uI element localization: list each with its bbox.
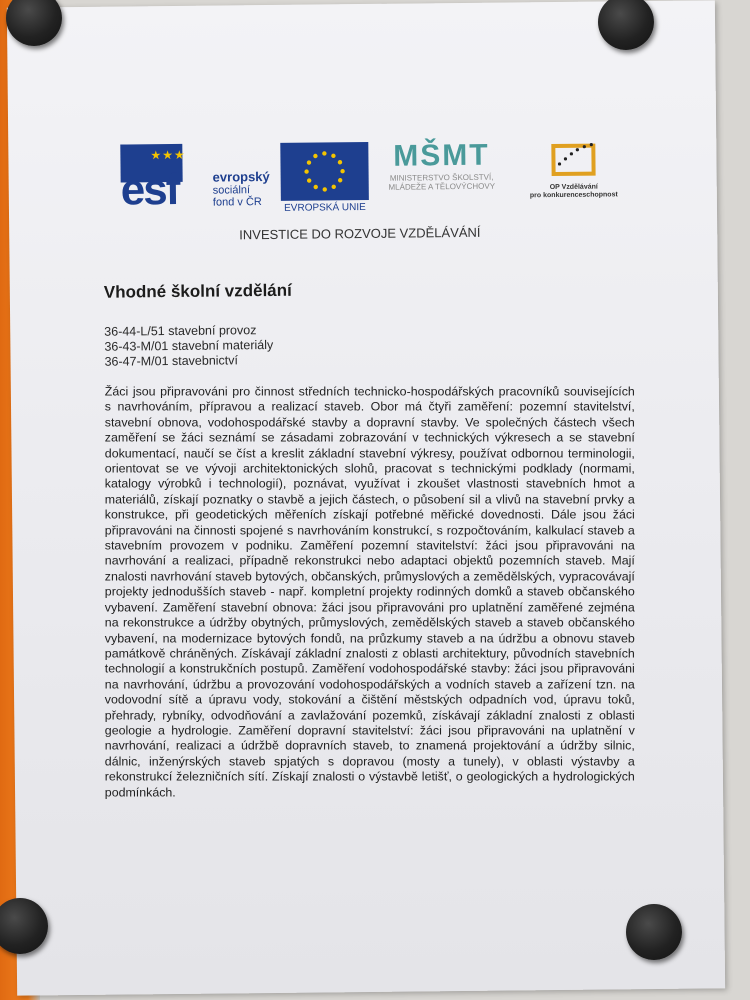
star-icon: ★★★ [150, 147, 186, 163]
msmt-line2: MLÁDEŽE A TĚLOVÝCHOVY [388, 181, 496, 192]
logo-bar [108, 131, 629, 226]
program-code: 36-43-M/01 stavební materiály [104, 337, 274, 354]
msmt-line1: MINISTERSTVO ŠKOLSTVÍ, [389, 172, 494, 183]
esf-line1: evropský [212, 168, 270, 185]
body-paragraph: Žáci jsou připravováni pro činnost středních technicko-hospodářských pracovníků souvisejících s navrhováním, přípravou a realizací staveb. Obor má čtyři zaměření: pozemní stavitelství, stavební obnova, vodohospodářské stavby a dopravní stavby. Ve společných částech všech zaměření se žáci seznámí se zásadami zobrazování v technických výkresech a se stavební dokumentací, naučí se číst a kreslit základní stavební výkresy, používat odbornou terminologii, orientovat se ve vývoji architektonických slohů, pracovat s technickými podklady (normami, katalogy výrobků i technologií), poznávat, využívat i zkoušet vlastnosti stavebních hmot a materiálů, získají poznatky o stavbě a jejich částech, o působení sil a vlivů na stavební prvky a konstrukce, při geodetických měřeních získají potřebné měřické dovednosti. Dále jsou žáci připravováni na činnosti spojené s navrhováním konstrukcí, s rozpočtováním, kalkulací staveb a stavebním provozem v podniku. Zaměření pozemní stavitelství: žáci jsou připravováni na navrhování a realizaci, případně rekonstrukci nebo adaptaci objektů pozemních staveb. Mají znalosti navrhování staveb bytových, občanských, průmyslových a zemědělských, vypracovávají projekty jednodušších staveb - např. kompletní projekty rodinných domků a staveb občanského vybavení. Zaměření stavební obnova: žáci jsou připravováni pro uplatnění zaměřené zejména na rekonstrukce a údržby obytných, průmyslových, zemědělských staveb a staveb občanského vybavení, na modernizace bytových fondů, na průzkumy staveb a na údržbu a obnovu staveb památkově chráněných. Získávají základní znalosti z oblasti architektury, původních stavebních technologií a konstrukčních postupů. Zaměření vodohospodářské stavby: žáci jsou připravováni na navrhování, údržbu a provozování vodohospodářských a vodních staveb a zařízení tzn. na vodovodní sítě a úpravu vody, stokování a čištění městských odpadních vod, úpravu toků, přehrady, rybníky, odvodňování a zavlažování pozemků, získávají základní znalosti z oblasti geologie a hydrologie. Zaměření dopravní stavitelství: žáci jsou připravováni na uplatnění v navrhování, realizaci a údržbě dopravních staveb, to znamená projektování a údržby silnic, dálnic, inženýrských staveb spjatých s dopravou (mosty a tunely), v oblasti výstavby a rekonstrukcí železničních sítí. Získají znalosti o výstavbě letišť, o geologických a hydrologických podmínkách. [104, 384, 635, 800]
op-line1: OP Vzdělávání [549, 183, 598, 192]
tagline: INVESTICE DO ROZVOJE VZDĚLÁVÁNÍ [239, 224, 481, 243]
eu-label: EVROPSKÁ UNIE [284, 201, 366, 214]
eu-stars-icon [280, 142, 369, 201]
program-code: 36-47-M/01 stavebnictví [104, 353, 239, 369]
msmt-logo [376, 139, 507, 216]
eu-logo [280, 142, 369, 213]
op-text [519, 183, 629, 200]
program-codes [104, 323, 273, 370]
eu-flag-icon [280, 142, 369, 201]
op-emblem-icon [547, 140, 599, 181]
program-code: 36-44-L/51 stavební provoz [104, 323, 257, 339]
paper-sheet [7, 0, 725, 995]
esf-text [212, 168, 270, 209]
esf-logo [120, 143, 281, 219]
msmt-text [377, 173, 507, 192]
op-logo [518, 139, 629, 216]
esf-line3: fond v ČR [212, 196, 262, 209]
esf-line2: sociální [212, 184, 251, 197]
esf-mark: esf [120, 164, 179, 215]
op-line2: pro konkurenceschopnost [529, 191, 618, 200]
msmt-mark: MŠMT [393, 138, 490, 173]
magnet-icon [626, 904, 682, 960]
document-title: Vhodné školní vzdělání [103, 280, 292, 302]
